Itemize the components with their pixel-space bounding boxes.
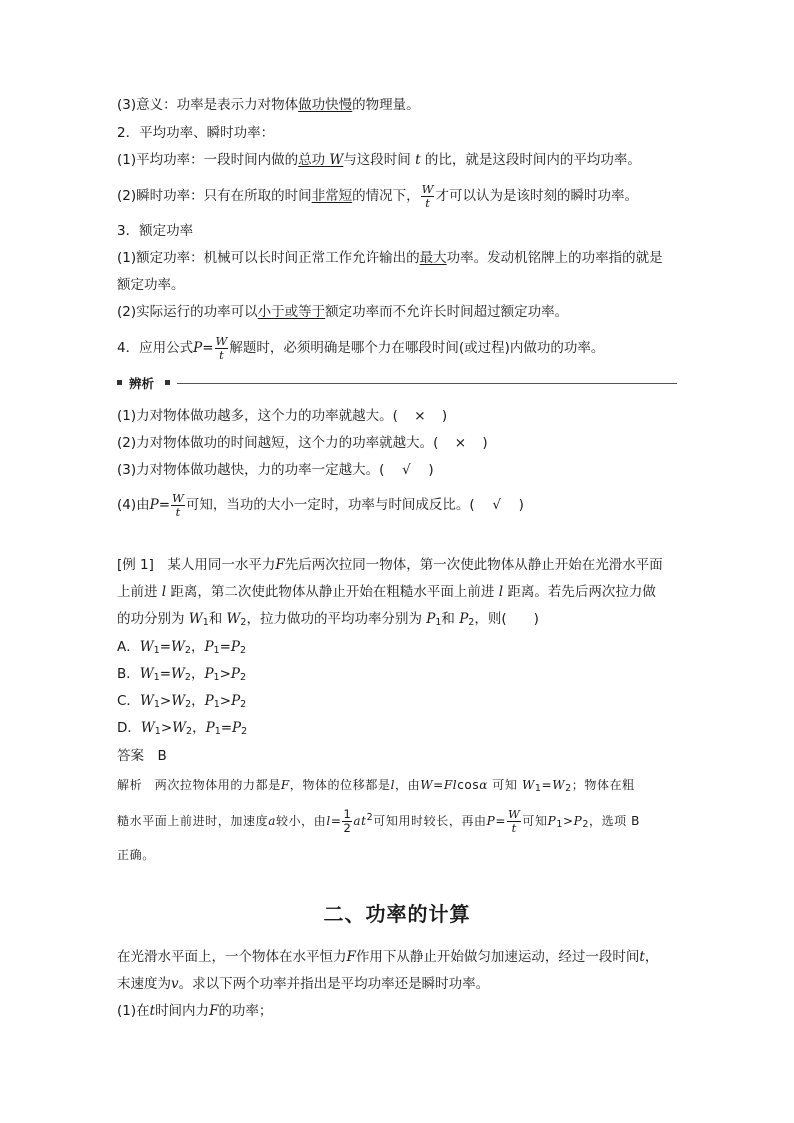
rated-underlined: 最大	[419, 250, 447, 266]
fraction-w-over-t: $\frac{W}{t}$	[421, 181, 434, 210]
inst-tail: 才可以认为是该时刻的瞬时功率。	[435, 188, 638, 204]
section-heading: 二、功率的计算	[323, 902, 471, 926]
inst-text: (2)瞬时功率：只有在所取的时间	[117, 188, 312, 204]
judge-mark: ×	[454, 435, 467, 451]
square-bullet-icon	[117, 380, 122, 385]
apply-text: 4．应用公式	[117, 340, 194, 356]
actual-tail: 额定功率而不允许长时间超过额定功率。	[325, 304, 569, 320]
judge-label: 辨析	[129, 376, 155, 391]
apply-p: P	[193, 340, 203, 356]
apply-tail: 解题时，必须明确是哪个力在哪段时间(或过程)内做功的功率。	[229, 340, 605, 356]
inst-underlined: 非常短	[311, 188, 353, 204]
solution-line: 解析 两次拉物体用的力都是F，物体的位移都是l，由W=Flcosα 可知 $W_1=W_2$；物体在粗	[117, 778, 635, 794]
actual-text: (2)实际运行的功率可以	[117, 304, 258, 320]
judge-header	[117, 376, 677, 390]
judge-item: (2)力对物体做功的时间越短，这个力的功率就越大。( × )	[117, 435, 488, 451]
apply-formula-line	[117, 333, 604, 363]
option-b[interactable]: B．$W_1=W_2$，$P_1>P_2$	[117, 666, 247, 683]
rated-text: (1)额定功率：机械可以长时间正常工作允许输出的	[117, 250, 420, 266]
meaning-line	[117, 96, 420, 114]
avg-text: (1)平均功率：一段时间内做的	[117, 152, 299, 168]
judge-item: (1)力对物体做功越多，这个力的功率就越大。( × )	[117, 408, 448, 424]
heading-average-instant: 2．平均功率、瞬时功率：	[117, 125, 275, 141]
avg-w: W	[329, 152, 344, 168]
actual-underlined: 小于或等于	[257, 304, 326, 320]
fraction-w-over-t: $\frac{W}{t}$	[172, 490, 184, 519]
meaning-tail: 的物理量。	[352, 97, 420, 113]
fraction-one-half: $\frac{1}{2}$	[343, 807, 352, 835]
judge-item: (3)力对物体做功越快，力的功率一定越大。( √ )	[117, 462, 434, 478]
actual-power-line	[117, 303, 568, 321]
instant-power-line	[117, 181, 638, 211]
average-power-line	[117, 151, 641, 169]
rated-power-line-2: 额定功率。	[117, 277, 185, 293]
avg-mid: 与这段时间	[343, 152, 411, 168]
judge-item: (4)由P= $\frac{W}{t}$ 可知，当功的大小一定时，功率与时间成反比。( √ )	[117, 490, 524, 519]
option-c[interactable]: C．$W_1>W_2$，$P_1>P_2$	[117, 693, 247, 710]
solution-line: 正确。	[117, 848, 155, 862]
fraction-w-over-t: $\frac{W}{t}$	[508, 807, 521, 835]
avg-tail: 的比，就是这段时间内的平均功率。	[424, 152, 641, 168]
avg-underlined: 总功	[298, 152, 326, 168]
example-question-line: 上前进 l 距离，第二次使此物体从静止开始在粗糙水平面上前进 l 距离。若先后两次拉力做	[117, 584, 656, 600]
fraction-w-over-t: $\frac{W}{t}$	[215, 333, 228, 362]
judge-mark: √	[492, 497, 501, 513]
meaning-underlined: 做功快慢	[298, 97, 353, 113]
rated-tail: 功率。发动机铭牌上的功率指的就是	[446, 250, 663, 266]
option-d[interactable]: D．$W_1>W_2$，$P_1=P_2$	[117, 720, 248, 737]
answer-line	[117, 747, 167, 765]
judge-mark: ×	[414, 408, 426, 424]
meaning-text: (3)意义：功率是表示力对物体	[117, 97, 299, 113]
inst-mid: 的情况下，	[352, 188, 420, 204]
section2-paragraph: 在光滑水平面上，一个物体在水平恒力F作用下从静止开始做匀加速运动，经过一段时间t，	[117, 949, 659, 965]
divider	[177, 383, 677, 384]
avg-t: t	[415, 152, 421, 168]
answer-value: B	[157, 748, 167, 764]
judge-mark: √	[402, 462, 411, 478]
option-a[interactable]: A．$W_1=W_2$，$P_1=P_2$	[117, 639, 247, 656]
example-question-line: [例 1] 某人用同一水平力F先后两次拉同一物体，第一次使此物体从静止开始在光滑水平面	[117, 557, 663, 573]
square-bullet-icon	[165, 380, 170, 385]
solution-line: 糙水平面上前进时，加速度a较小，由l= $\frac{1}{2}$ $at^2$可知用时较长，再由P= $\frac{W}{t}$ 可知$P_1>P_2$，选项 B	[117, 807, 641, 835]
apply-eq: =	[202, 340, 214, 356]
section2-question: (1)在t时间内力F的功率；	[117, 1003, 273, 1019]
answer-label: 答案	[117, 748, 144, 764]
heading-rated-power: 3．额定功率	[117, 223, 194, 239]
section2-paragraph: 末速度为v。求以下两个功率并指出是平均功率还是瞬时功率。	[117, 976, 490, 992]
example-question-line: 的功分别为 $W_1$和 $W_2$，拉力做功的平均功率分别为 $P_1$和 $P_2$，则( )	[117, 611, 539, 628]
rated-power-line	[117, 249, 663, 267]
